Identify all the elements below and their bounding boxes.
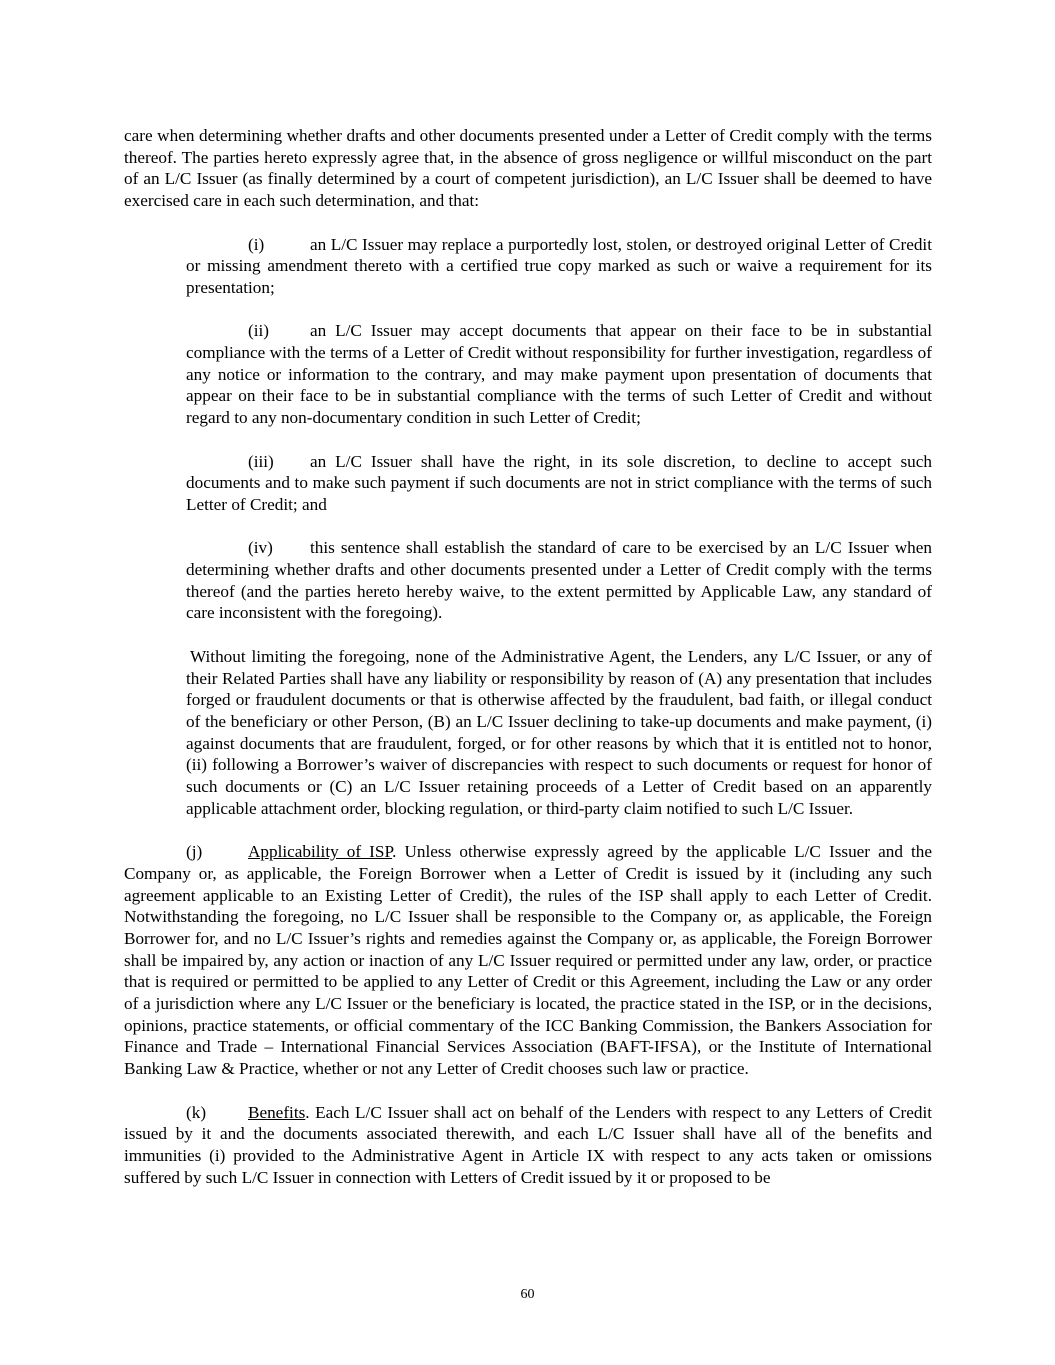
clause-ii-text: an L/C Issuer may accept documents that appear on their face to be in substantial compliance with the terms of a Letter of Credit without responsibility for further investigation, regardless of any notice or information to the contrary, and may make payment upon presentation of documents that appear on their face to be in substantial compliance with the terms of such Letter of Credit and without regard to any non-documentary condition in such Letter of Credit; xyxy=(186,321,932,428)
section-j-heading: Applicability of ISP xyxy=(248,842,393,862)
clause-iv xyxy=(186,537,932,624)
document-body xyxy=(124,125,932,1188)
without-limiting-paragraph: Without limiting the foregoing, none of the Administrative Agent, the Lenders, any L/C Issuer, or any of their Related Parties shall have any liability or responsibility by reason of (A) any presentation that includes forged or fraudulent documents or that is otherwise affected by the fraudulent, bad faith, or illegal conduct of the beneficiary or other Person, (B) an L/C Issuer declining to take-up documents and make payment, (i) against documents that are fraudulent, forged, or for other reasons by which that it is entitled not to honor, (ii) following a Borrower’s waiver of discrepancies with respect to such documents or request for honor of such documents or (C) an L/C Issuer retaining proceeds of a Letter of Credit based on an apparently applicable attachment order, blocking regulation, or third-party claim notified to such L/C Issuer. xyxy=(186,646,932,818)
clause-i xyxy=(186,234,932,299)
section-j xyxy=(124,841,932,1080)
clause-i-label: (i) xyxy=(248,234,265,254)
clause-i-text: an L/C Issuer may replace a purportedly lost, stolen, or destroyed original Letter of Credit or missing amendment thereto with a certified true copy marked as such or waive a requirement for its presentation; xyxy=(186,234,932,297)
clause-iv-label: (iv) xyxy=(248,538,273,558)
clause-iii xyxy=(186,451,932,516)
section-k-text: . Each L/C Issuer shall act on behalf of the Lenders with respect to any Letters of Credit issued by it and the documents associated therewith, and each L/C Issuer shall have all of the benefits and immunities (i) provided to the Administrative Agent in Article IX with respect to any acts taken or omissions suffered by such L/C Issuer in connection with Letters of Credit issued by it or proposed to be xyxy=(124,1102,932,1187)
section-k-label: (k) xyxy=(186,1102,207,1122)
intro-paragraph: care when determining whether drafts and other documents presented under a Letter of Credit comply with the terms thereof. The parties hereto expressly agree that, in the absence of gross negligence or willful misconduct on the part of an L/C Issuer (as finally determined by a court of competent jurisdiction), an L/C Issuer shall be deemed to have exercised care in each such determination, and that: xyxy=(124,126,932,211)
clause-ii-label: (ii) xyxy=(248,321,269,341)
clause-iii-label: (iii) xyxy=(248,451,274,471)
page-number: 60 xyxy=(520,1287,535,1302)
section-j-text: . Unless otherwise expressly agreed by the applicable L/C Issuer and the Company or, as applicable, the Foreign Borrower when a Letter of Credit is issued by it (including any such agreement applicable to an Existing Letter of Credit), the rules of the ISP shall apply to each Letter of Credit. Notwithstanding the foregoing, no L/C Issuer shall be responsible to the Company or, as applicable, the Foreign Borrower for, and no L/C Issuer’s rights and remedies against the Company or, as applicable, the Foreign Borrower shall be impaired by, any action or inaction of any L/C Issuer required or permitted under any law, order, or practice that is required or permitted to be applied to any Letter of Credit or this Agreement, including the Law or any order of a jurisdiction where any L/C Issuer or the beneficiary is located, the practice stated in the ISP, or in the decisions, opinions, practice statements, or official commentary of the ICC Banking Commission, the Bankers Association for Finance and Trade – International Financial Services Association (BAFT-IFSA), or the Institute of International Banking Law & Practice, whether or not any Letter of Credit chooses such law or practice. xyxy=(124,842,932,1079)
section-j-label: (j) xyxy=(186,842,203,862)
clause-iv-text: this sentence shall establish the standard of care to be exercised by an L/C Issuer when determining whether drafts and other documents presented under a Letter of Credit comply with the terms thereof (and the parties hereto hereby waive, to the extent permitted by Applicable Law, any standard of care inconsistent with the foregoing). xyxy=(186,538,932,623)
section-k xyxy=(124,1102,932,1189)
clause-ii xyxy=(186,320,932,429)
section-k-heading: Benefits xyxy=(248,1102,306,1122)
clause-iii-text: an L/C Issuer shall have the right, in its sole discretion, to decline to accept such documents and to make such payment if such documents are not in strict compliance with the terms of such Letter of Credit; and xyxy=(186,451,932,514)
